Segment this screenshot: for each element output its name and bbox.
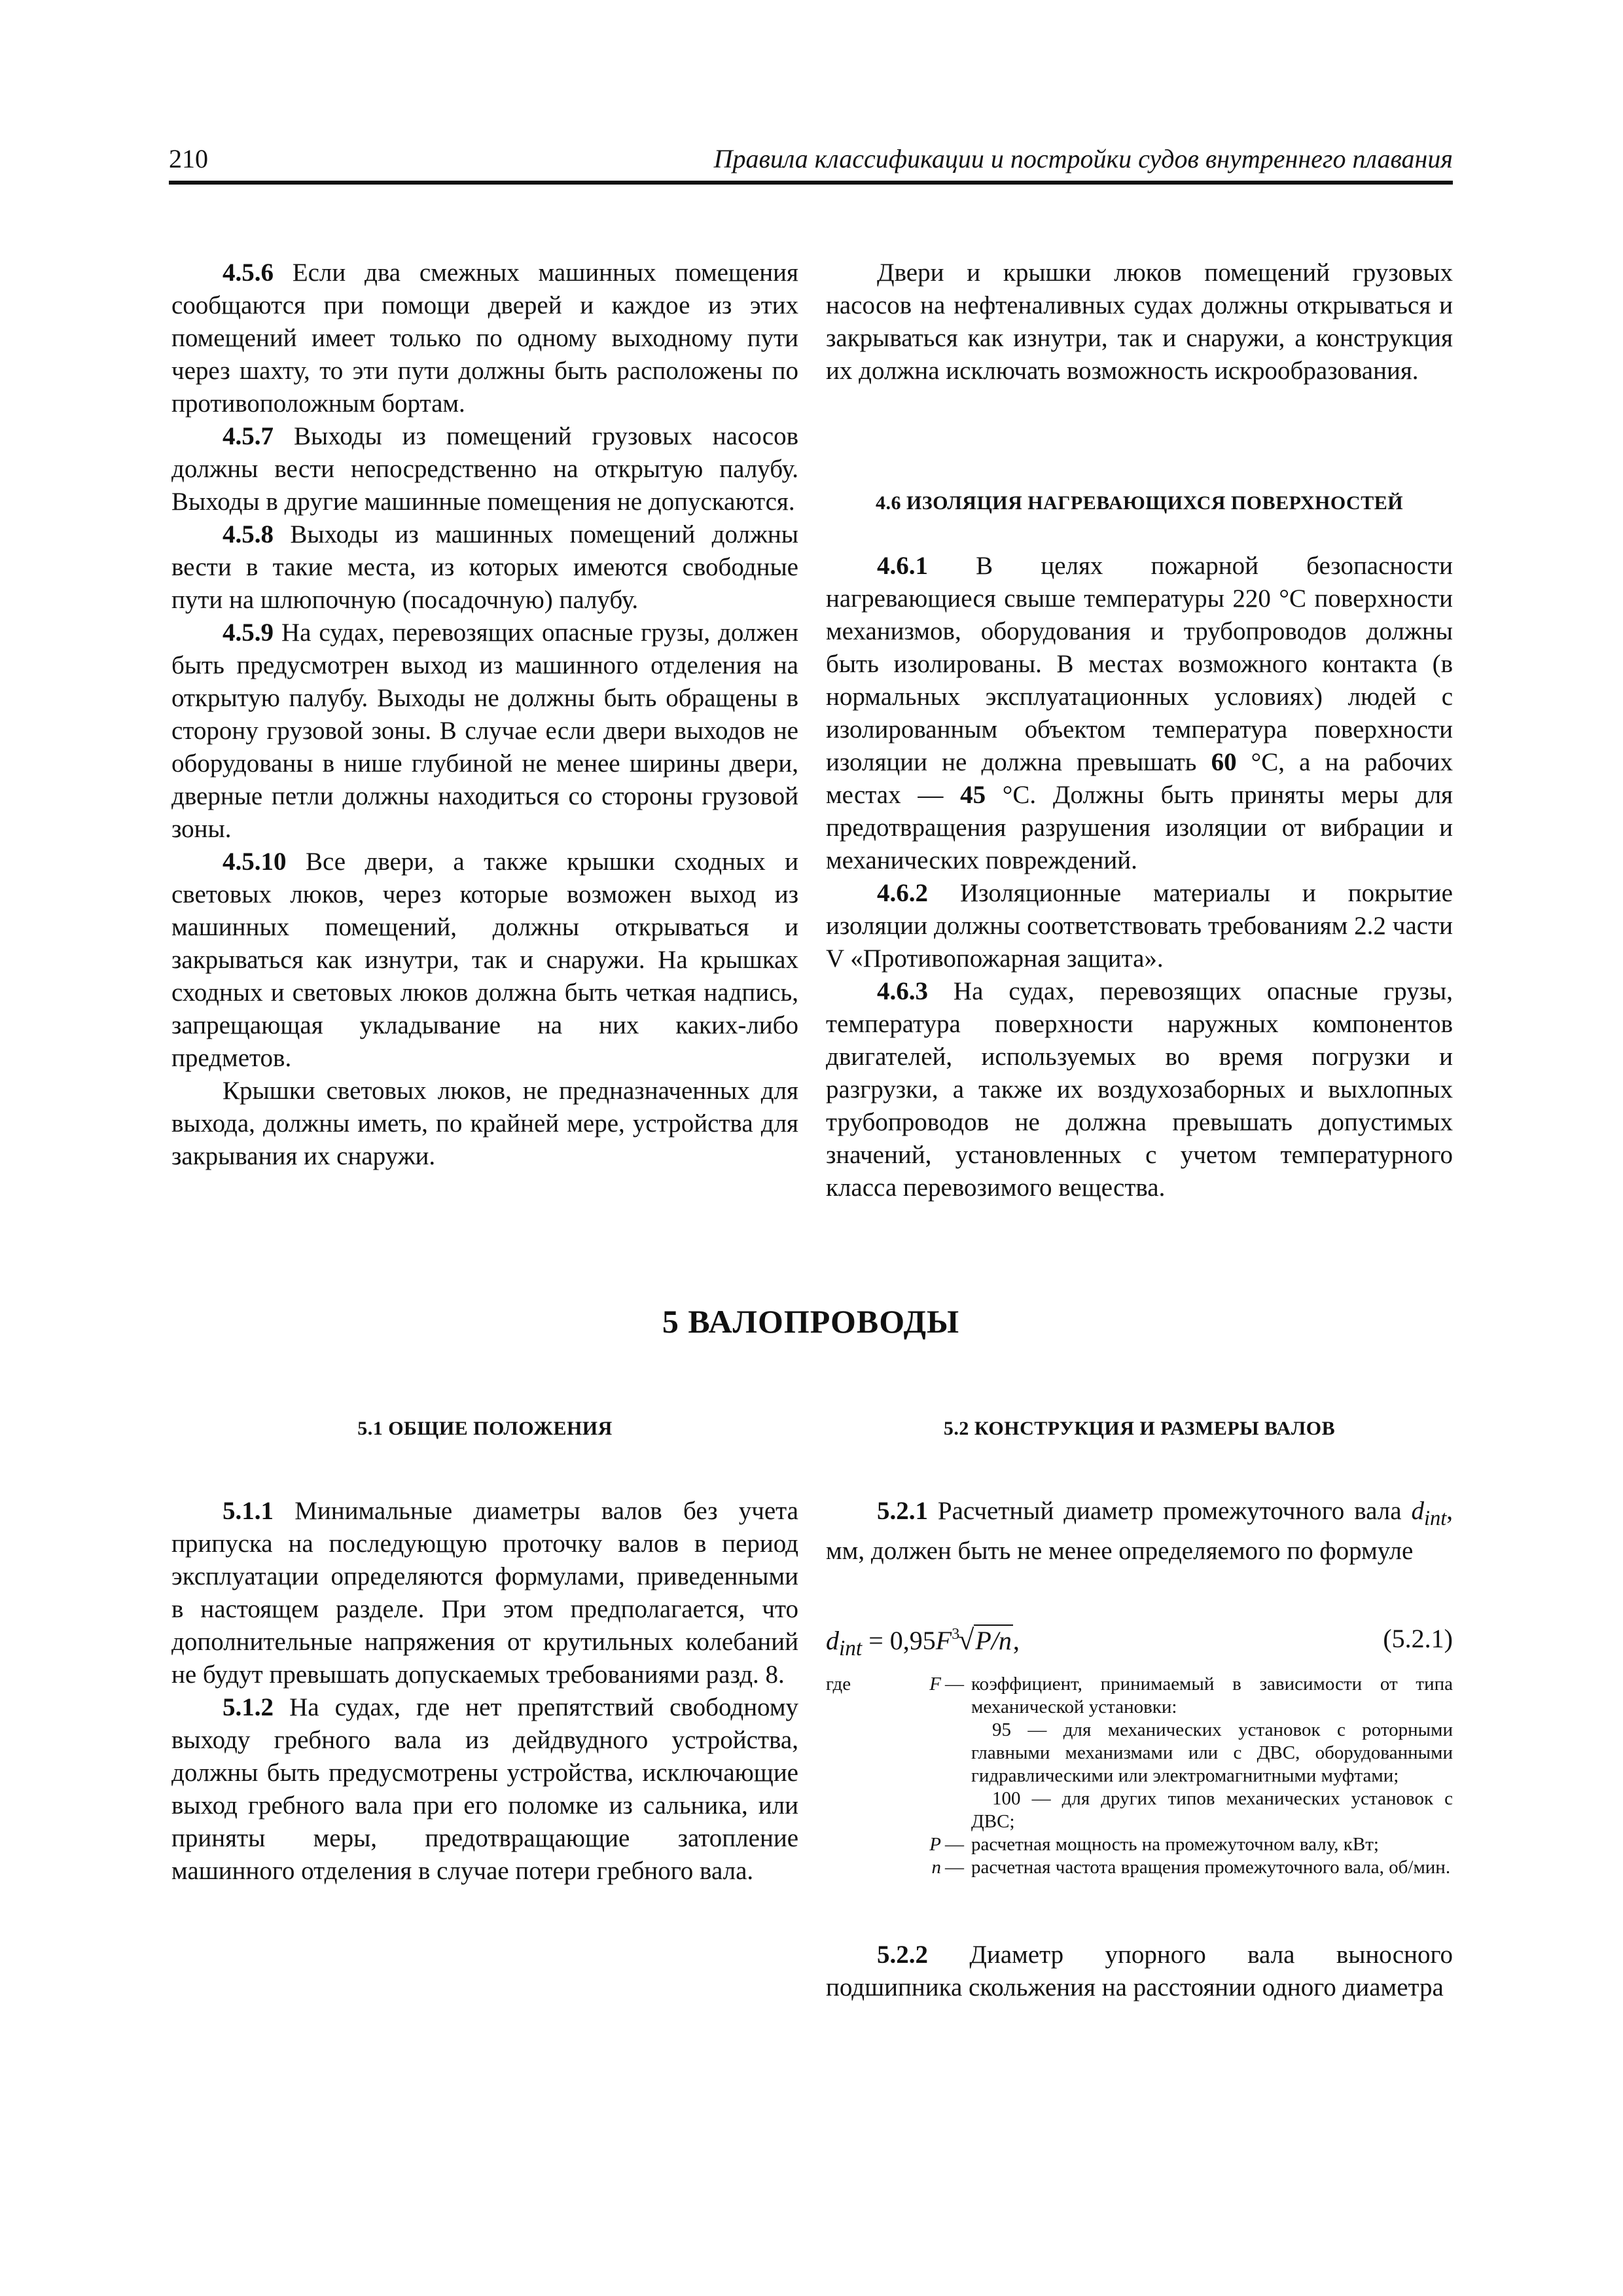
paragraph-4-6-1: 4.6.1 В целях пожарной безопасности нагревающиеся свыше температуры 220 °С поверхности механизмов, оборудования и трубопроводов должны быть изолированы. В местах возможного контакта (в нормальных эксплуатационных условиях) людей с изолированным объектом температура поверхности изоляции не должна превышать 60 °С, а на рабочих местах — 45 °С. Должны быть приняты меры для предотвращения разрушения изоляции от вибрации и механических повреждений. (826, 552, 1453, 874)
right-column-top (826, 257, 1453, 387)
paragraph-5-1-1: 5.1.1 Минимальные диаметры валов без учета припуска на последующую проточку валов в период эксплуатации определяются формулами, приведенными в настоящем разделе. При этом предполагается, что дополнительные напряжения от крутильных колебаний не будут превышать допускаемых требованиями разд. 8. (171, 1497, 798, 1689)
section-title-5-1: 5.1 ОБЩИЕ ПОЛОЖЕНИЯ (357, 1418, 613, 1439)
formula-number: (5.2.1) (1383, 1624, 1453, 1653)
page-number: 210 (169, 144, 208, 173)
right-column-end (826, 1939, 1453, 2004)
paragraph-5-2-1: 5.2.1 Расчетный диаметр промежуточного вала $d_{int}$, мм, должен быть не менее определяемого по формуле (826, 1497, 1453, 1565)
paragraph-5-2-2: 5.2.2 Диаметр упорного вала выносного подшипника скольжения на расстоянии одного диаметра (826, 1941, 1453, 2001)
chapter-title: 5 ВАЛОПРОВОДЫ (662, 1303, 960, 1340)
cube-root-sign: $^3$√P/n (952, 1624, 1012, 1656)
paragraph-4-5-10: 4.5.10 Все двери, а также крышки сходных и световых люков, через которые возможен выход из машинных помещений, должны открываться и закрываться как изнутри, так и снаружи. На крышках сходных и световых люков должна быть четкая надпись, запрещающая укладывание на них каких-либо предметов. (171, 848, 798, 1072)
paragraph-4-5-8: 4.5.8 Выходы из машинных помещений должны вести в такие места, из которых имеются свободные пути на шлюпочную (посадочную) палубу. (171, 520, 798, 614)
definition-row: P — расчетная мощность на промежуточном валу, кВт; (929, 1834, 1379, 1855)
paragraph-pump-room-doors: Двери и крышки люков помещений грузовых насосов на нефтеналивных судах должны открываться и закрываться как изнутри, так и снаружи, а конструкция их должна исключать возможность искрообразования. (826, 259, 1453, 385)
running-title: Правила классификации и постройки судов внутреннего плавания (713, 144, 1453, 173)
definition-row: 95 — для механических установок с роторными главными механизмами или с ДВС, оборудованными гидравлическими или электромагнитными муфтами; (971, 1719, 1453, 1786)
section-title-5-2: 5.2 КОНСТРУКЦИЯ И РАЗМЕРЫ ВАЛОВ (943, 1418, 1336, 1439)
definition-row: 100 — для других типов механических установок с ДВС; (971, 1788, 1453, 1832)
paragraph-4-6-3: 4.6.3 На судах, перевозящих опасные грузы, температура поверхности наружных компонентов двигателей, используемых во время погрузки и разгрузки, а также их воздухозаборных и выхлопных трубопроводов не должна превышать допустимых значений, установленных с учетом температурного класса перевозимого вещества. (826, 977, 1453, 1202)
formula-5-2-1: $d_{int} = 0,95F^3√P/n$, (5.2.1) (826, 1624, 1453, 1660)
right-column-middle (826, 550, 1453, 1204)
paragraph-4-6-2: 4.6.2 Изоляционные материалы и покрытие изоляции должны соответствовать требованиям 2.2 части V «Противопожарная защита». (826, 879, 1453, 973)
paragraph-skylight-covers: Крышки световых люков, не предназначенных для выхода, должны иметь, по крайней мере, устройства для закрывания их снаружи. (171, 1077, 798, 1170)
right-column-bottom (826, 1495, 1453, 1568)
paragraph-4-5-7: 4.5.7 Выходы из помещений грузовых насосов должны вести непосредственно на открытую палубу. Выходы в другие машинные помещения не допускаются. (171, 422, 798, 516)
left-column-bottom (171, 1495, 798, 1888)
formula-definitions (826, 1673, 1453, 1879)
left-column-top (171, 257, 798, 1173)
paragraph-4-5-6: 4.5.6 Если два смежных машинных помещения сообщаются при помощи дверей и каждое из этих помещений имеет только по одному выходному пути через шахту, то эти пути должны быть расположены по противоположным бортам. (171, 259, 798, 418)
paragraph-4-5-9: 4.5.9 На судах, перевозящих опасные грузы, должен быть предусмотрен выход из машинного отделения на открытую палубу. Выходы не должны быть обращены в сторону грузовой зоны. В случае если двери выходов не оборудованы в нише глубиной не менее ширины двери, дверные петли должны находиться со стороны грузовой зоны. (171, 619, 798, 843)
paragraph-5-1-2: 5.1.2 На судах, где нет препятствий свободному выходу гребного вала из дейдвудного устройства, должны быть предусмотрены устройства, исключающие выход гребного вала при его поломке из сальника, или приняты меры, предотвращающие затопление машинного отделения в случае потери гребного вала. (171, 1693, 798, 1885)
definition-row: где F — коэффициент, принимаемый в зависимости от типа механической установки: (826, 1674, 1453, 1717)
section-title-4-6: 4.6 ИЗОЛЯЦИЯ НАГРЕВАЮЩИХСЯ ПОВЕРХНОСТЕЙ (875, 492, 1404, 514)
running-header (169, 144, 1453, 185)
definition-row: n — расчетная частота вращения промежуточного вала, об/мин. (931, 1857, 1451, 1878)
